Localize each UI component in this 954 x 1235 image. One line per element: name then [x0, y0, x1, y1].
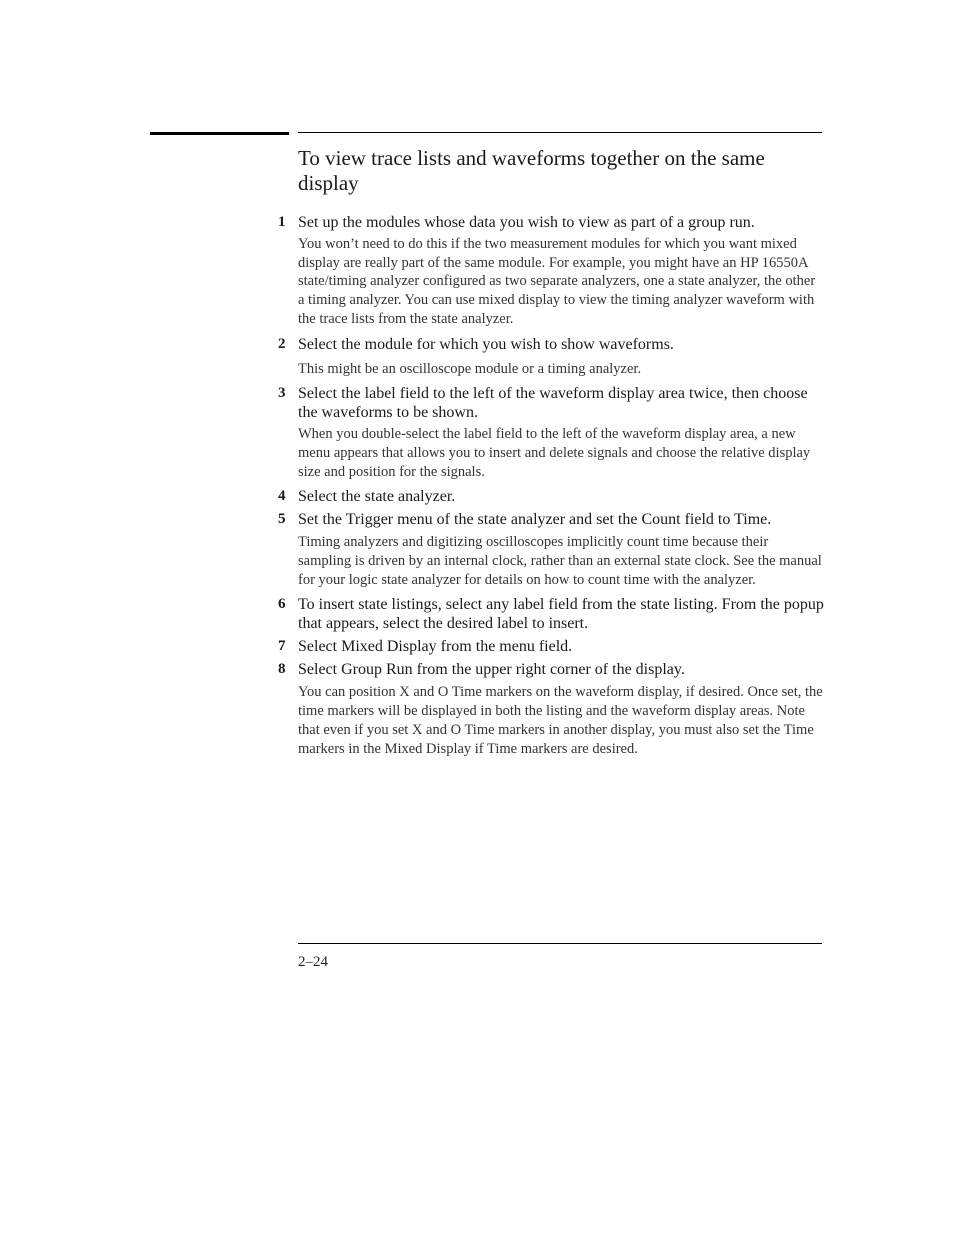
step-number: 6 [278, 596, 286, 613]
step-number: 1 [278, 214, 286, 230]
step-number: 4 [278, 488, 286, 505]
header-rule-thin [298, 132, 822, 133]
step-6 [278, 595, 824, 633]
step-number: 3 [278, 385, 286, 402]
step-text: Select the module for which you wish to show waveforms. [298, 335, 674, 353]
step-note: When you double-select the label field to the left of the waveform display area, a new menu appears that allows you to insert and delete signals and choose the relative display size and position for the signals. [298, 426, 811, 480]
steps-list [278, 213, 824, 758]
step-note: Timing analyzers and digitizing oscilloscopes implicitly count time because their sampling is driven by an internal clock, rather than an external state clock. See the manual for your logic state analyzer for details on how to count time with the analyzer. [298, 534, 822, 588]
footer-rule [298, 943, 822, 944]
step-text: Set the Trigger menu of the state analyzer and set the Count field to Time. [298, 511, 772, 529]
step-5 [278, 510, 824, 589]
step-1 [278, 213, 824, 329]
step-2 [278, 335, 824, 379]
step-number: 7 [278, 638, 286, 655]
step-text: Set up the modules whose data you wish to view as part of a group run. [298, 214, 755, 231]
step-number: 2 [278, 335, 286, 352]
header-rule-thick [150, 132, 289, 135]
page-title: To view trace lists and waveforms together on the same display [298, 146, 765, 195]
step-note: You can position X and O Time markers on the waveform display, if desired. Once set, the time markers will be displayed in both the listing and the waveform display areas. Note that even if you set X and O Time markers in another display, you must also set the Time markers in the Mixed Display if Time markers are desired. [298, 684, 823, 757]
step-note: This might be an oscilloscope module or a timing analyzer. [298, 360, 642, 377]
step-7 [278, 637, 824, 656]
step-text: Select Group Run from the upper right corner of the display. [298, 661, 685, 679]
page-number: 2–24 [298, 954, 328, 970]
step-4 [278, 487, 824, 506]
step-number: 5 [278, 511, 286, 528]
step-text: To insert state listings, select any label field from the state listing. From the popup that appears, select the desired label to insert. [298, 596, 824, 633]
step-text: Select the state analyzer. [298, 488, 456, 506]
step-text: Select the label field to the left of the waveform display area twice, then choose the waveforms to be shown. [298, 385, 808, 422]
step-text: Select Mixed Display from the menu field. [298, 638, 573, 656]
step-note: You won’t need to do this if the two measurement modules for which you want mixed display are really part of the same module. For example, you might have an HP 16550A state/timing analyzer configured as two separate analyzers, one a state analyzer, the other a timing analyzer. You can use mixed display to view the timing analyzer waveform with the trace lists from the state analyzer. [298, 236, 816, 327]
step-3 [278, 384, 824, 481]
step-8 [278, 660, 824, 758]
step-number: 8 [278, 661, 286, 678]
